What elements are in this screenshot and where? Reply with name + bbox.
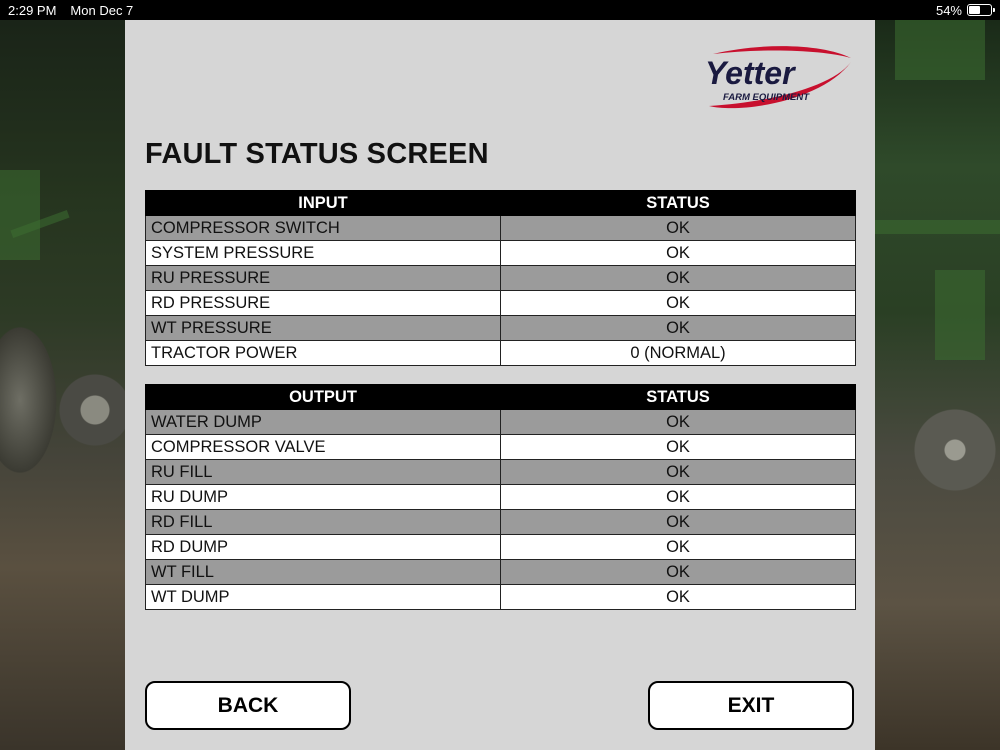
column-header-status: STATUS bbox=[501, 191, 856, 216]
output-status: OK bbox=[501, 560, 856, 585]
status-time: 2:29 PM bbox=[8, 2, 57, 18]
table-row bbox=[146, 535, 856, 560]
output-status: OK bbox=[501, 535, 856, 560]
battery-fill bbox=[969, 6, 980, 14]
table-row bbox=[146, 316, 856, 341]
fault-status-panel bbox=[125, 20, 875, 750]
column-header-output: OUTPUT bbox=[146, 385, 501, 410]
output-name: RU FILL bbox=[146, 460, 501, 485]
battery-icon bbox=[967, 4, 992, 16]
input-name: RD PRESSURE bbox=[146, 291, 501, 316]
column-header-status: STATUS bbox=[501, 385, 856, 410]
table-row bbox=[146, 291, 856, 316]
input-name: RU PRESSURE bbox=[146, 266, 501, 291]
table-row bbox=[146, 341, 856, 366]
input-status: 0 (NORMAL) bbox=[501, 341, 856, 366]
output-name: WATER DUMP bbox=[146, 410, 501, 435]
table-row bbox=[146, 435, 856, 460]
logo-brand-text: Yetter bbox=[705, 55, 795, 91]
output-name: RD DUMP bbox=[146, 535, 501, 560]
output-name: RU DUMP bbox=[146, 485, 501, 510]
output-name: COMPRESSOR VALVE bbox=[146, 435, 501, 460]
status-right bbox=[936, 3, 992, 18]
table-row bbox=[146, 460, 856, 485]
table-header-row bbox=[146, 191, 856, 216]
input-status: OK bbox=[501, 291, 856, 316]
background-image-right bbox=[875, 20, 1000, 750]
output-status: OK bbox=[501, 485, 856, 510]
column-header-input: INPUT bbox=[146, 191, 501, 216]
input-status: OK bbox=[501, 266, 856, 291]
output-name: RD FILL bbox=[146, 510, 501, 535]
table-row bbox=[146, 485, 856, 510]
output-status: OK bbox=[501, 435, 856, 460]
input-name: TRACTOR POWER bbox=[146, 341, 501, 366]
output-status: OK bbox=[501, 510, 856, 535]
input-name: SYSTEM PRESSURE bbox=[146, 241, 501, 266]
input-name: WT PRESSURE bbox=[146, 316, 501, 341]
page-title: FAULT STATUS SCREEN bbox=[145, 138, 489, 170]
output-status: OK bbox=[501, 585, 856, 610]
table-row bbox=[146, 410, 856, 435]
background-image-left bbox=[0, 20, 125, 750]
output-name: WT DUMP bbox=[146, 585, 501, 610]
table-row bbox=[146, 241, 856, 266]
back-button[interactable]: BACK bbox=[145, 681, 351, 730]
table-row bbox=[146, 510, 856, 535]
input-status: OK bbox=[501, 241, 856, 266]
table-row bbox=[146, 560, 856, 585]
table-row bbox=[146, 216, 856, 241]
battery-percent: 54% bbox=[935, 2, 962, 18]
exit-button[interactable]: EXIT bbox=[648, 681, 854, 730]
input-status: OK bbox=[501, 216, 856, 241]
table-row bbox=[146, 266, 856, 291]
input-name: COMPRESSOR SWITCH bbox=[146, 216, 501, 241]
yetter-logo bbox=[703, 40, 855, 112]
output-status: OK bbox=[501, 410, 856, 435]
output-status: OK bbox=[501, 460, 856, 485]
status-bar bbox=[0, 0, 1000, 20]
status-date: Mon Dec 7 bbox=[70, 2, 134, 18]
input-status: OK bbox=[501, 316, 856, 341]
table-row bbox=[146, 585, 856, 610]
input-status-table bbox=[145, 190, 856, 366]
output-status-table bbox=[145, 384, 856, 610]
output-name: WT FILL bbox=[146, 560, 501, 585]
table-header-row bbox=[146, 385, 856, 410]
logo-tagline-text: FARM EQUIPMENT bbox=[723, 92, 810, 103]
